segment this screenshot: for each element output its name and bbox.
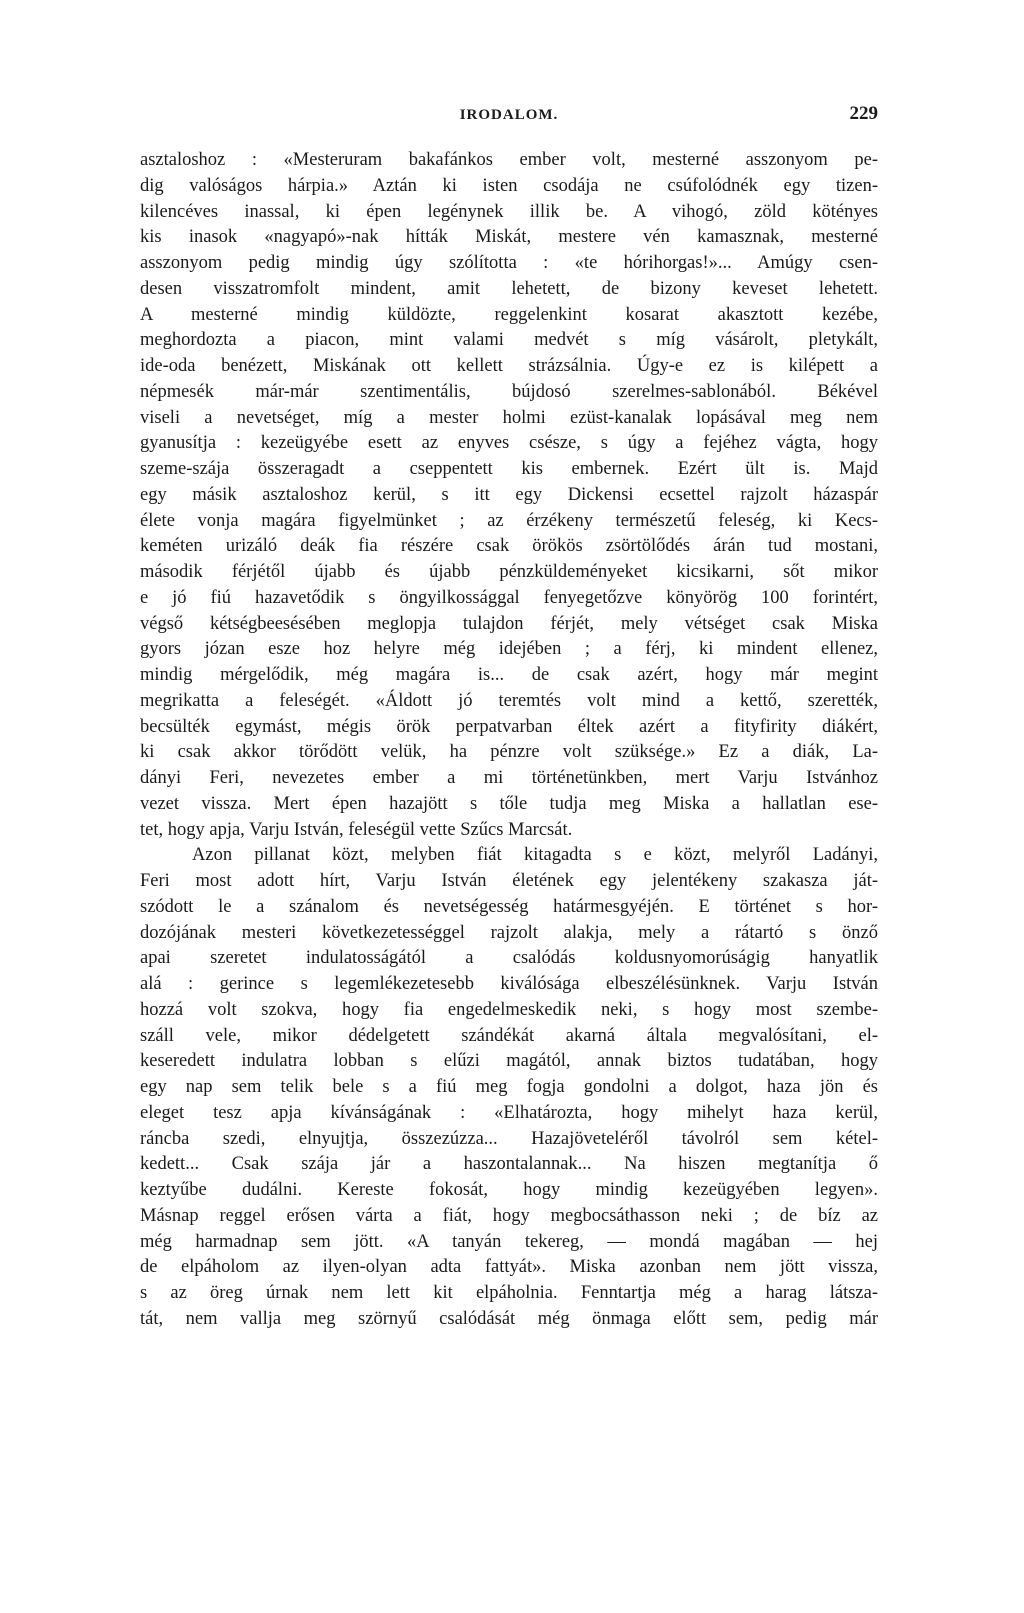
text-line: tet, hogy apja, Varju István, feleségül vette Szűcs Marcsát.	[140, 819, 573, 840]
text-line: gyors józan esze hoz helyre még idejében ; a férj, ki mindent ellenez,	[140, 639, 878, 660]
text-line: kis inasok «nagyapó»-nak hítták Miskát, mestere vén kamasznak, mesterné	[140, 227, 878, 248]
body-text	[140, 148, 878, 1333]
text-line: még harmadnap sem jött. «A tanyán tekereg, — mondá magában — hej	[140, 1231, 878, 1252]
page-number: 229	[849, 103, 878, 124]
text-line: keseredett indulatra lobban s elűzi magától, annak biztos tudatában, hogy	[140, 1051, 878, 1072]
text-line: megrikatta a feleségét. «Áldott jó teremtés volt mind a kettő, szerették,	[140, 690, 878, 711]
text-line: meghordozta a piacon, mint valami medvét s míg vásárolt, pletykált,	[140, 330, 878, 351]
text-line: s az öreg úrnak nem lett kit elpáholnia. Fenntartja még a harag látsza-	[140, 1283, 878, 1303]
text-line: élete vonja magára figyelmünket ; az érzékeny természetű feleség, ki Kecs-	[140, 510, 878, 531]
text-line: szódott le a szánalom és nevetségesség határmesgyéjén. E történet s hor-	[140, 896, 878, 917]
text-line: ráncba szedi, elnyujtja, összezúzza... Hazajöveteléről távolról sem kétel-	[140, 1128, 878, 1149]
text-line: ki csak akkor törődött velük, ha pénzre volt szüksége.» Ez a diák, La-	[140, 742, 878, 763]
text-line: kilencéves inassal, ki épen legénynek illik be. A vihogó, zöld kötényes	[140, 201, 878, 222]
text-line: keztyűbe dudálni. Kereste fokosát, hogy mindig kezeügyében legyen».	[140, 1180, 878, 1200]
text-line: desen visszatromfolt mindent, amit lehetett, de bizony keveset lehetett.	[140, 278, 878, 299]
text-line: vezet vissza. Mert épen hazajött s tőle tudja meg Miska a hallatlan ese-	[140, 793, 878, 814]
text-line: mindig mérgelődik, még magára is... de csak azért, hogy már megint	[140, 665, 878, 685]
text-line: asszonyom pedig mindig úgy szólította : «te hórihorgas!»... Amúgy csen-	[140, 253, 878, 273]
text-line: kedett... Csak szája jár a haszontalannak... Na hiszen megtanítja ő	[140, 1154, 878, 1175]
text-line: tát, nem vallja meg szörnyű csalódását még önmaga előtt sem, pedig már	[140, 1308, 878, 1329]
text-line: asztaloshoz : «Mesteruram bakafánkos ember volt, mesterné asszonyom pe-	[140, 150, 878, 170]
running-head: IRODALOM.	[459, 107, 559, 123]
text-line: e jó fiú hazavetődik s öngyilkossággal fenyegetőzve könyörög 100 forintért,	[140, 587, 878, 608]
text-line: keméten urizáló deák fia részére csak örökös zsörtölődés árán tud mostani,	[140, 536, 878, 557]
text-line: szeme-szája összeragadt a cseppentett kis embernek. Ezért ült is. Majd	[140, 459, 878, 479]
text-line: apai szeretet indulatosságától a csalódás koldusnyomorúságig hanyatlik	[140, 948, 878, 969]
text-line: második férjétől újabb és újabb pénzküldeményeket kicsikarni, sőt mikor	[140, 562, 878, 582]
text-line: Feri most adott hírt, Varju István életének egy jelentékeny szakasza ját-	[140, 871, 878, 891]
page-header	[140, 103, 878, 133]
text-line: viseli a nevetséget, míg a mester holmi ezüst-kanalak lopásával meg nem	[140, 407, 878, 428]
text-line: egy másik asztaloshoz kerül, s itt egy Dickensi ecsettel rajzolt házaspár	[140, 484, 878, 505]
text-line: alá : gerince s legemlékezetesebb kiválósága elbeszélésünknek. Varju István	[140, 974, 878, 994]
text-line: eleget tesz apja kívánságának : «Elhatározta, hogy mihelyt haza kerül,	[140, 1102, 878, 1123]
text-line: de elpáholom az ilyen-olyan adta fattyát». Miska azonban nem jött vissza,	[140, 1257, 878, 1278]
text-line: becsülték egymást, mégis örök perpatvarban éltek azért a fityfirity diákért,	[140, 716, 878, 737]
text-line: gyanusítja : kezeügyébe esett az enyves csésze, s úgy a fejéhez vágta, hogy	[140, 433, 878, 454]
text-line: hozzá volt szokva, hogy fia engedelmeskedik neki, s hogy most szembe-	[140, 999, 878, 1020]
text-line: Másnap reggel erősen várta a fiát, hogy megbocsáthasson neki ; de bíz az	[140, 1205, 878, 1226]
text-line: A mesterné mindig küldözte, reggelenkint kosarat akasztott kezébe,	[140, 304, 878, 325]
text-line: dig valóságos hárpia.» Aztán ki isten csodája ne csúfolódnék egy tizen-	[140, 175, 878, 196]
text-line: dányi Feri, nevezetes ember a mi történetünkben, mert Varju Istvánhoz	[140, 768, 878, 788]
text-line: száll vele, mikor dédelgetett szándékát akarná általa megvalósítani, el-	[140, 1025, 878, 1046]
text-line: Azon pillanat közt, melyben fiát kitagadta s e közt, melyről Ladányi,	[192, 845, 878, 866]
text-line: ide-oda benézett, Miskának ott kellett strázsálnia. Úgy-e ez is kilépett a	[140, 356, 878, 376]
text-line: végső kétségbeesésében meglopja tulajdon férjét, mely vétséget csak Miska	[140, 613, 878, 634]
text-line: egy nap sem telik bele s a fiú meg fogja gondolni a dolgot, haza jön és	[140, 1077, 878, 1097]
text-line: népmesék már-már szentimentális, bújdosó szerelmes-sablonából. Békével	[140, 381, 878, 402]
text-line: dozójának mesteri következetességgel rajzolt alakja, mely a rátartó s önző	[140, 922, 878, 943]
